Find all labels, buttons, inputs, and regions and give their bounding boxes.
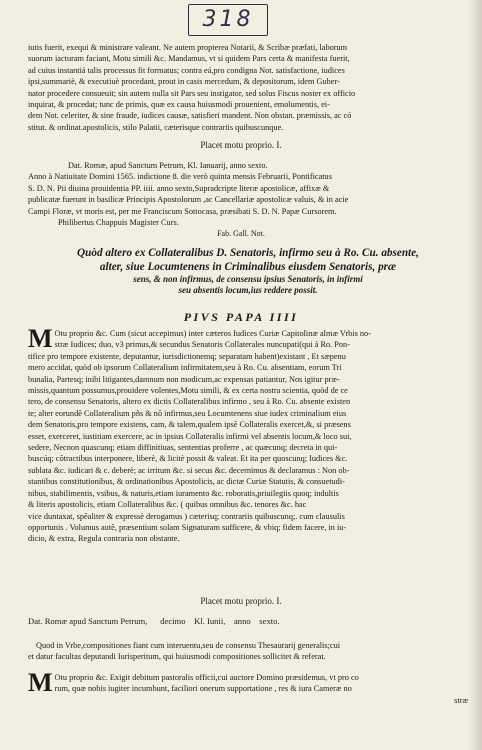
text-line: bunalia, Partesq; inibi litigantes,damnum non modicum,ac expensas patiantur, Nos igitur præ- — [28, 374, 340, 384]
text-line: dem Not. celeriter, & sine fraude, iudices causæ, satisfieri mandent. Non obstan. præmissis, ac có — [28, 111, 352, 121]
placet-line: Placet motu proprio. I. — [200, 140, 282, 150]
text-line: suorum iacturam faciant, Motu simili &c. Mandamus, vt si quidem Pars certa & manifesta fuerit, — [28, 54, 350, 64]
text-line: publicatæ fuerunt in basilicæ Principis Apostolorum ,ac Cancellariæ apostolicæ valuis, & in acie — [28, 195, 349, 205]
text-line: nator procedere consueuit; sin autem nulla sit Pars seu instigator, sed solus Fiscus noster ex officio — [28, 88, 356, 98]
text-line: dem Senatoris,pro tempore existens, cam, & talem,qualem ipsẽ Collateralis exercet,&, si præsens — [28, 420, 351, 430]
heading-line: Quòd altero ex Collateralibus D. Senatoris, infirmo seu à Ro. Cu. absente, — [77, 247, 419, 259]
text-line: rum, quæ nobis iugiter incumbunt, faciliori onerum supportatione , res & iura Cameræ no — [54, 684, 352, 694]
date-paragraph — [28, 160, 468, 228]
text-line: S. D. N. Pii diuina prouidentia PP. iiii. anno sexto,Supradcripte literæ apostolicæ, affixæ & — [28, 183, 330, 193]
text-line: nibus, stabilimentis, vsibus, & naturis,etiam iuramento &c. roboratis,priuilegiis quoq; indultis — [28, 488, 339, 498]
text-line: inquirat, & procedat; tunc de primis, quæ ex causa huiusmodi prouenient, emolumentis, ei- — [28, 100, 330, 110]
notary-signature: Fab. Gall. Not. — [217, 229, 265, 238]
text-line: sedere, Necnon quascunq; etiam diffinitiuas, sententias proferre , ac quæcunq; decreta in qui- — [28, 443, 338, 453]
text-line: Otu proprio &c. Exigit debitum pastoralis officii,cui auctore Domino præsidemus, vt pro co — [54, 673, 359, 682]
text-line: Campi Floræ, vt moris est, per me Franciscum Sottocasa, præsibati S. D. N. Papæ Cursorem. — [28, 206, 337, 216]
text-line: Quod in Vrbe,compositiones fiant cum interuentu,seu de consensu Thesaurarij generalis;cui — [36, 641, 341, 650]
text-line: buscúq; cõtractibus interponere, liberè, & licitè possit & valeat. Et ita per quoscunq; Iudices &c. — [28, 454, 348, 464]
text-line: Otu proprio &c. Cum (sicut accepimus) inter cæteros Iudices Curiæ Capitolinæ almæ Vrbis no- — [54, 329, 371, 338]
text-line: sublata &c. iudicari & c. deberè; ac irritum &c. si secus &c. decernimus & declaramus : Non ob- — [28, 465, 350, 475]
text-line: Dat. Romæ, apud Sanctum Petrum, Kl. Ianuarij, anno sexto. — [68, 161, 268, 170]
section-heading — [28, 246, 468, 296]
placet-line: Placet motu proprio. I. — [200, 596, 282, 606]
text-line: vice duntaxat, spẽaliter & expressè derogamus ) cæterisq; contrariis quibuscunq;. cum clausulis — [28, 511, 345, 521]
text-line: stitut. & ordinat.apostolicis, stilo Palatii, cæterisque contrariis quibuscunque. — [28, 122, 284, 132]
text-line: mero accidat, quòd ob ipsorum Collateralium infirmitatem,seu à Ro. Cu. absentiam, eorum Tri — [28, 363, 342, 373]
date-line: Dat. Romæ apud Sanctum Petrum, decimo Kl. Iunii, anno sexto. — [28, 616, 280, 626]
rubric-paragraph — [28, 640, 468, 663]
text-line: & literis apostolicis, etiam Collateralibus &c. ( quibus omnibus &c. tenores &c. hac — [28, 500, 307, 510]
text-line: iutis fuerit, exequi & ministrare valeant. Ne autem propterea Notarii, & Scribæ præfati, laborum — [28, 43, 348, 52]
heading-line: alter, siue Locumtenens in Criminalibus eiusdem Senatoris, præ — [99, 261, 397, 273]
text-line: ipsi,summariè, & executiuè procedant, prout in casis mercedum, & depositorum, idem Guber- — [28, 77, 340, 87]
text-line: stantibus constitutionibus, & ordinationibus Apostolicis, ac dictæ Curiæ Statutis, & consuetudi- — [28, 477, 345, 487]
folio-number: 318 — [188, 4, 268, 36]
text-line: Anno à Natiuitate Domini 1565. indictione 8. die verò quinta mensis Februarii, Pontificatus — [28, 172, 332, 182]
text-line: Philibertus Chappuis Magister Curs. — [58, 218, 179, 228]
text-line: esset, exerceret, iustitiam exercere, ac in ipsius Collateralis infirmi vel absentis locum,& loco sui, — [28, 431, 352, 441]
heading-line: seu absentis locum,ius reddere possit. — [178, 285, 318, 295]
text-line: stræ Iudices; duo, v3 primus,& secundus Senatoris Collaterales nuncupati(qui à Ro. Pon- — [54, 340, 350, 350]
drop-cap: M — [28, 668, 53, 697]
text-line: et datur facultas deputandi Iurisperitum, qui huiusmodi compositiones sollicitet & referat. — [28, 652, 326, 662]
top-paragraph — [28, 42, 468, 133]
text-line: tifice pro tempore existente, deputantur, iurisdictionemq; separatam habent)existant , Et sæpenu — [28, 351, 346, 361]
text-line: te; alter eorundẽ Collateralium pñs & nõ infirmus,seu Locumtenens siue iudex criminalium eius — [28, 408, 347, 418]
text-line: tero, de consensu Senatoris, altero ex dictis Collateralibus infirmo , seu à Ro. Cu. absente existen — [28, 397, 351, 407]
text-line: stræ — [454, 695, 468, 705]
text-line: missis,quantum possumus,prouidere volentes,Motu simili, & ex certa nostra scientia, quòd de ce — [28, 386, 348, 396]
drop-cap: M — [28, 324, 53, 353]
body-paragraph — [28, 324, 468, 545]
heading-line: sens, & non infirmus, de consensu ipsius Senatoris, in infirmi — [133, 274, 363, 284]
closing-paragraph — [28, 668, 468, 706]
pope-title: PIVS PAPA IIII — [183, 310, 299, 324]
page-edge-shadow — [468, 0, 482, 750]
text-line: opportunis . Volumus autẽ, præsentium solam Signaturam sufficere, & vbiq; fidem facere, in iu- — [28, 522, 347, 532]
text-line: dicio, & extra, Regula contraria non obstante. — [28, 534, 180, 544]
text-line: ad cuius instantiá talis processus fit formatus; contra eá,pro condigna Not. satisfactione, iudices — [28, 65, 345, 75]
